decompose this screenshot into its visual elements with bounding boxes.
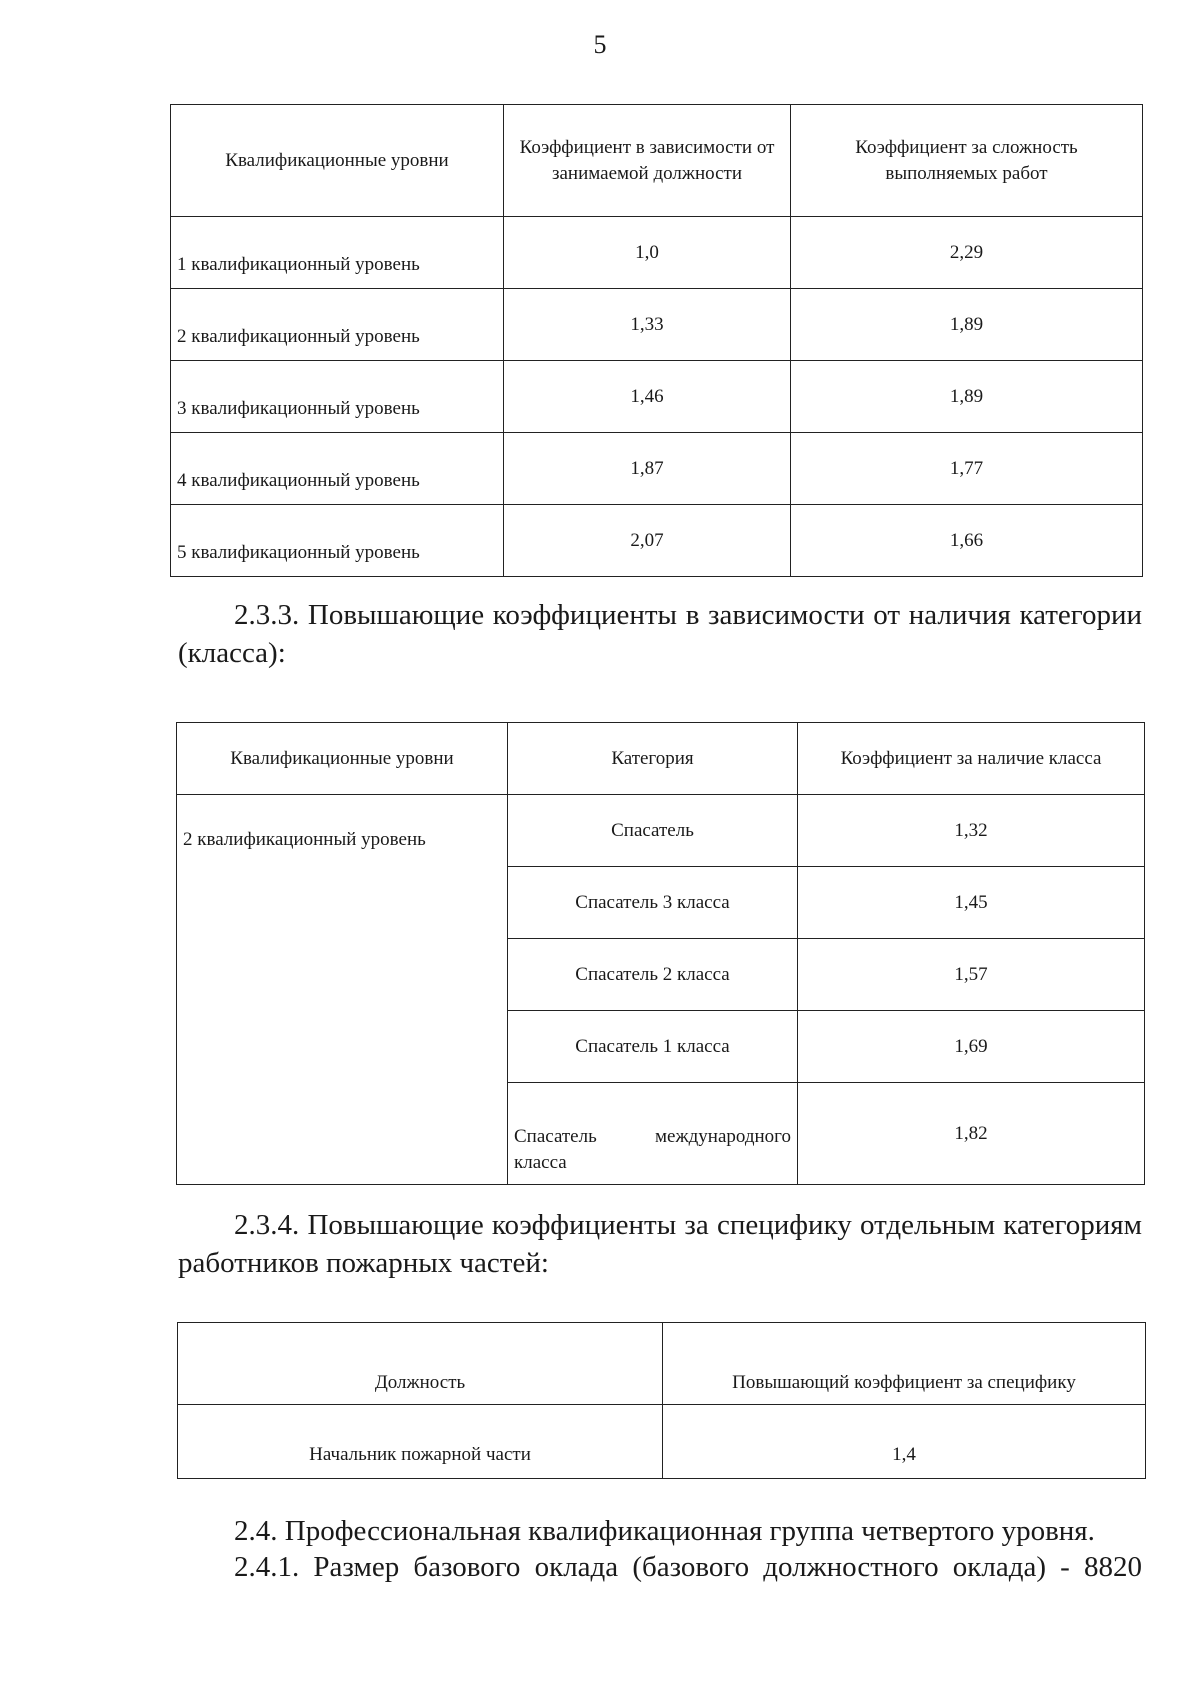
- complexity-coef-cell: 2,29: [791, 217, 1143, 289]
- position-coef-cell: 1,0: [504, 217, 791, 289]
- specifics-coefficient-table: [177, 1322, 1146, 1479]
- category-cell: Спасатель: [508, 795, 798, 867]
- class-coef-cell: 1,45: [798, 867, 1145, 939]
- table-header-row: [177, 723, 1145, 795]
- paragraph-2-3-4: 2.3.4. Повышающие коэффициенты за специфику отдельным категориям работников пожарных частей:: [178, 1209, 1142, 1279]
- table-row: [171, 289, 1143, 361]
- level-cell: 4 квалификационный уровень: [171, 433, 504, 505]
- header-specifics-coefficient: Повышающий коэффициент за специфику: [663, 1323, 1146, 1405]
- qualification-coefficients-table: [170, 104, 1143, 577]
- complexity-coef-cell: 1,66: [791, 505, 1143, 577]
- paragraph-2-4-1: 2.4.1. Размер базового оклада (базового должностного оклада) - 8820: [234, 1551, 1142, 1583]
- specifics-coef-cell: 1,4: [663, 1405, 1146, 1479]
- header-position: Должность: [178, 1323, 663, 1405]
- category-cell: Спасатель 1 класса: [508, 1011, 798, 1083]
- position-coef-cell: 1,33: [504, 289, 791, 361]
- class-coef-cell: 1,57: [798, 939, 1145, 1011]
- header-qualification-levels: Квалификационные уровни: [177, 723, 508, 795]
- position-cell: Начальник пожарной части: [178, 1405, 663, 1479]
- table-row: [178, 1405, 1146, 1479]
- class-coef-cell: 1,69: [798, 1011, 1145, 1083]
- category-cell: Спасатель 2 класса: [508, 939, 798, 1011]
- category-cell: Спасатель 3 класса: [508, 867, 798, 939]
- position-coef-cell: 1,46: [504, 361, 791, 433]
- level-cell: 2 квалификационный уровень: [171, 289, 504, 361]
- table-row: [171, 361, 1143, 433]
- complexity-coef-cell: 1,89: [791, 361, 1143, 433]
- paragraph-2-4: 2.4. Профессиональная квалификационная группа четвертого уровня.: [234, 1515, 1095, 1547]
- level-cell: 3 квалификационный уровень: [171, 361, 504, 433]
- table-row: [177, 795, 1145, 867]
- position-coef-cell: 1,87: [504, 433, 791, 505]
- table-row: [171, 433, 1143, 505]
- paragraph-2-3-3: 2.3.3. Повышающие коэффициенты в зависимости от наличия категории (класса):: [178, 599, 1142, 669]
- header-category: Категория: [508, 723, 798, 795]
- table-header-row: [178, 1323, 1146, 1405]
- class-coef-cell: 1,82: [798, 1083, 1145, 1185]
- category-coefficients-table: [176, 722, 1145, 1185]
- level-cell: 2 квалификационный уровень: [177, 795, 508, 1185]
- level-cell: 1 квалификационный уровень: [171, 217, 504, 289]
- category-cell: Спасатель международного класса: [508, 1083, 798, 1185]
- table-row: [171, 217, 1143, 289]
- class-coef-cell: 1,32: [798, 795, 1145, 867]
- table-row: [171, 505, 1143, 577]
- level-cell: 5 квалификационный уровень: [171, 505, 504, 577]
- position-coef-cell: 2,07: [504, 505, 791, 577]
- header-class-coefficient: Коэффициент за наличие класса: [798, 723, 1145, 795]
- header-qualification-levels: Квалификационные уровни: [171, 105, 504, 217]
- complexity-coef-cell: 1,89: [791, 289, 1143, 361]
- complexity-coef-cell: 1,77: [791, 433, 1143, 505]
- table-header-row: [171, 105, 1143, 217]
- header-complexity-coefficient: Коэффициент за сложность выполняемых работ: [791, 105, 1143, 217]
- page-number: 5: [593, 30, 607, 59]
- header-position-coefficient: Коэффициент в зависимости от занимаемой должности: [504, 105, 791, 217]
